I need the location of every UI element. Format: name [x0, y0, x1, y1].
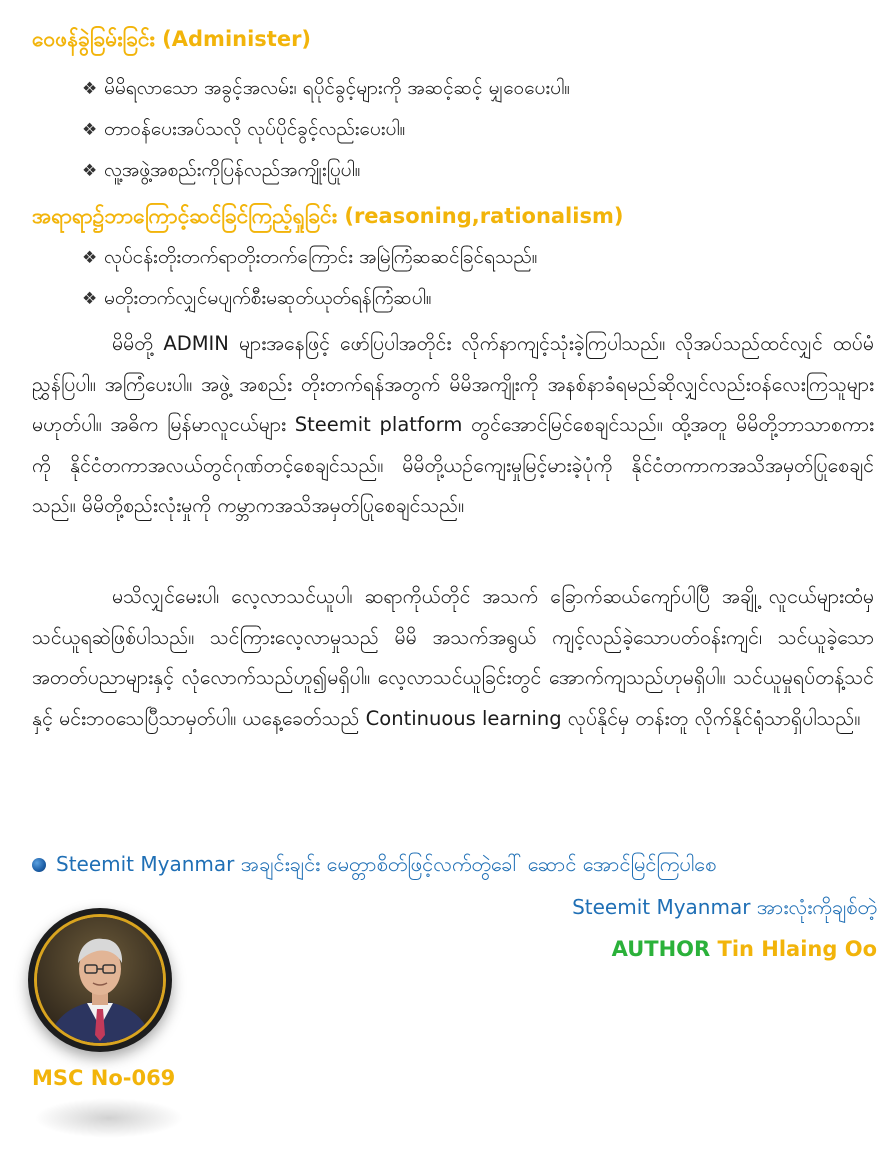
person-portrait-icon	[37, 917, 163, 1043]
body-paragraph	[32, 324, 874, 527]
paragraph-text: မိမိတို့ ADMIN များအနေဖြင့် ဖော်ပြပါအတိုင်း လိုက်နာကျင့်သုံးခဲ့ကြပါသည်။ လိုအပ်သည်ထင်လျှင် ထပ်မံညွှန်ပြပါ။ အကြံပေးပါ။ အဖွဲ့ အစည်း တိုးတက်ရန်အတွက် မိမိအကျိုးကို အနစ်နာခံရမည်ဆိုလျှင်လည်းဝန်လေးကြသူများမဟုတ်ပါ။ အဓိက မြန်မာလူငယ်များ Steemit platform တွင်အောင်မြင်စေချင်သည်။ ထို့အတူ မိမိတို့ဘာသာစကားကို နိုင်ငံတကာအလယ်တွင်ဂုဏ်တင့်စေချင်သည်။ မိမိတို့ယဉ်ကျေးမှုမြင့်မားခဲ့ပုံကို နိုင်ငံတကာကအသိအမှတ်ပြုစေချင်သည်။ မိမိတို့စည်းလုံးမှုကို ကမ္ဘာကအသိအမှတ်ပြုစေချင်သည်။	[32, 332, 874, 517]
diamond-bullet-icon: ❖	[82, 120, 98, 140]
footer-dedication: Steemit Myanmar အားလုံးကိုချစ်တဲ့	[572, 895, 877, 919]
list-item-text: လူ့အဖွဲ့အစည်းကိုပြန်လည်အကျိုးပြုပါ။	[104, 159, 361, 181]
author-name: Tin Hlaing Oo	[717, 937, 877, 961]
body-paragraph	[32, 577, 874, 739]
badge-shadow	[34, 1098, 184, 1138]
list-item	[82, 76, 570, 104]
list-item	[82, 158, 361, 186]
list-item-text: လုပ်ငန်းတိုးတက်ရာတိုးတက်ကြောင်း အမြဲကြံဆဆင်ခြင်ရသည်။	[104, 246, 538, 268]
diamond-bullet-icon: ❖	[82, 289, 98, 309]
list-item	[82, 286, 432, 314]
member-badge: MSC No-069	[32, 1066, 176, 1090]
list-item-text: မိမိရလာသော အခွင့်အလမ်း၊ ရပိုင်ခွင့်များကို အဆင့်ဆင့် မျှဝေပေးပါ။	[104, 77, 571, 99]
list-item	[82, 245, 537, 273]
avatar-photo	[34, 914, 166, 1046]
diamond-bullet-icon: ❖	[82, 161, 98, 181]
section-heading-administer: ဝေဖန်ခွဲခြမ်းခြင်း (Administer)	[32, 27, 312, 51]
author-label: AUTHOR	[611, 937, 711, 961]
avatar	[28, 908, 172, 1052]
list-item-text: မတိုးတက်လျှင်မပျက်စီးမဆုတ်ယုတ်ရန်ကြံဆပါ။	[104, 287, 432, 309]
list-item	[82, 117, 405, 145]
section-heading-reasoning: အရာရာ၌ဘာကြောင့်ဆင်ခြင်ကြည့်ရှုခြင်း (reasoning,rationalism)	[32, 204, 624, 228]
author-signature	[612, 937, 877, 961]
list-item-text: တာဝန်ပေးအပ်သလို လုပ်ပိုင်ခွင့်လည်းပေးပါ။	[104, 118, 406, 140]
footer-blessing-text: Steemit Myanmar အချင်းချင်း မေတ္တာစိတ်ဖြင့်လက်တွဲခေါ် ဆောင် အောင်မြင်ကြပါစေ	[56, 852, 717, 876]
footer-blessing	[32, 851, 716, 881]
diamond-bullet-icon: ❖	[82, 79, 98, 99]
blue-dot-icon	[32, 858, 46, 872]
diamond-bullet-icon: ❖	[82, 248, 98, 268]
paragraph-text: မသိလျှင်မေးပါ၊ လေ့လာသင်ယူပါ၊ ဆရာကိုယ်တိုင် အသက် ခြောက်ဆယ်ကျော်ပါပြီ အချို့ လူငယ်များထံမှ သင်ယူရဆဲဖြစ်ပါသည်။ သင်ကြားလေ့လာမှုသည် မိမိ အသက်အရွယ် ကျင့်လည်ခဲ့သောပတ်ဝန်းကျင်၊ သင်ယူခဲ့သောအတတ်ပညာများနှင့် လုံလောက်သည်ဟူ၍မရှိပါ။ လေ့လာသင်ယူခြင်းတွင် အောက်ကျသည်ဟုမရှိပါ။ သင်ယူမှုရပ်တန့်သင်နှင့် မင်းဘဝသေပြီသာမှတ်ပါ။ ယနေ့ခေတ်သည် Continuous learning လုပ်နိုင်မှ တန်းတူ လိုက်နိုင်ရုံသာရှိပါသည်။	[32, 585, 874, 730]
